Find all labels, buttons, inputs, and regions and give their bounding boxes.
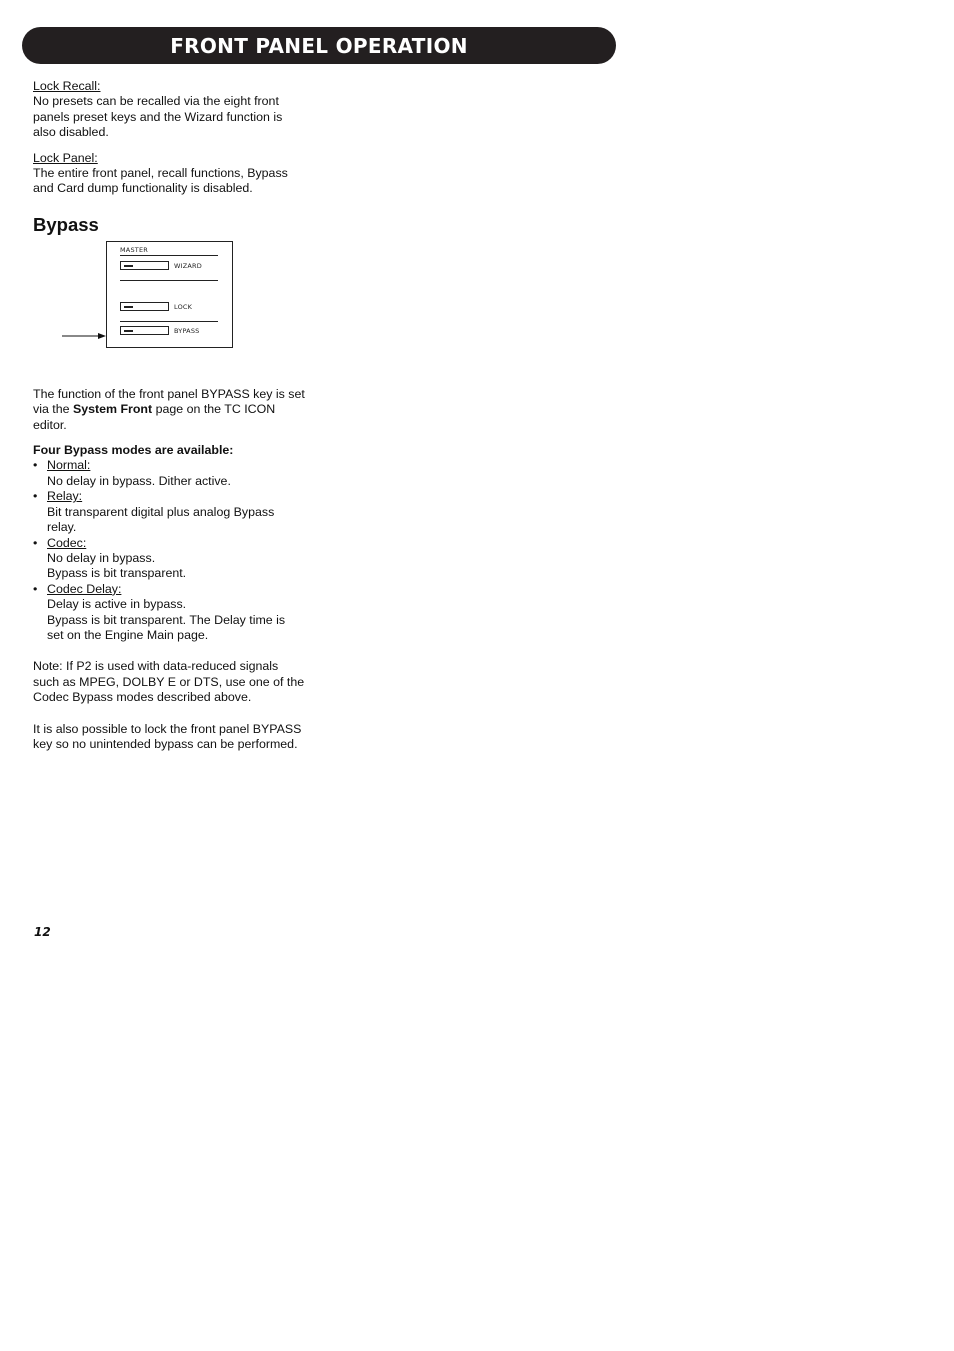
mode-item-normal <box>33 458 305 489</box>
modes-list <box>33 458 305 643</box>
main-column <box>33 79 305 752</box>
mode-name: Codec: <box>47 535 87 550</box>
key-led <box>124 306 133 308</box>
mode-desc: Bit transparent digital plus analog Bypass relay. <box>47 504 275 535</box>
bypass-heading: Bypass <box>33 213 99 235</box>
arrow-icon <box>62 333 106 339</box>
bypass-intro-text-a: The function of the front panel BYPASS key is set via the <box>33 386 305 417</box>
front-panel-diagram <box>106 241 233 348</box>
key-led <box>124 265 133 267</box>
divider <box>120 321 218 322</box>
bypass-key <box>120 326 169 335</box>
modes-heading-text: Four Bypass modes are available: <box>33 443 234 458</box>
key-led <box>124 330 133 332</box>
codec-note: Note: If P2 is used with data-reduced signals such as MPEG, DOLBY E or DTS, use one of the Codec Bypass modes described above. <box>33 659 305 705</box>
bullet: • <box>33 535 38 550</box>
lock-recall-body: No presets can be recalled via the eight front panels preset keys and the Wizard function is also disabled. <box>33 94 283 140</box>
master-label: MASTER <box>120 246 148 254</box>
lock-recall-heading: Lock Recall: <box>33 79 101 93</box>
bullet: • <box>33 489 38 504</box>
mode-desc: Delay is active in bypass. <box>47 597 187 612</box>
bypass-intro <box>33 387 305 433</box>
mode-name: Relay: <box>47 489 83 504</box>
wizard-key <box>120 261 169 270</box>
bullet: • <box>33 458 38 473</box>
modes-heading <box>33 443 305 458</box>
bypass-label: BYPASS <box>174 327 200 335</box>
divider <box>120 255 218 256</box>
mode-item-relay <box>33 489 305 535</box>
bypass-intro-bold: System Front <box>72 402 153 417</box>
section-title-banner <box>22 27 616 64</box>
lock-panel-body: The entire front panel, recall functions, Bypass and Card dump functionality is disabled. <box>33 166 288 196</box>
mode-item-codec <box>33 536 305 582</box>
page-number: 12 <box>34 925 51 939</box>
divider <box>120 280 218 281</box>
bypass-intro-text-b: page on the TC ICON editor. <box>33 402 276 432</box>
wizard-label: WIZARD <box>174 262 202 270</box>
lock-key <box>120 302 169 311</box>
mode-name: Normal: <box>47 458 91 473</box>
mode-desc: Bypass is bit transparent. The Delay time is set on the Engine Main page. <box>47 612 286 642</box>
mode-desc: No delay in bypass. <box>47 550 156 565</box>
mode-item-codec-delay <box>33 582 305 644</box>
section-title: FRONT PANEL OPERATION <box>170 33 468 58</box>
bullet: • <box>33 581 38 596</box>
lock-bypass-note: It is also possible to lock the front panel BYPASS key so no unintended bypass can be performed. <box>33 721 302 751</box>
mode-desc: No delay in bypass. Dither active. <box>47 473 231 488</box>
mode-desc: Bypass is bit transparent. <box>47 566 187 581</box>
mode-name: Codec Delay: <box>47 581 122 596</box>
lock-label: LOCK <box>174 303 193 311</box>
lock-panel-heading: Lock Panel: <box>33 150 98 165</box>
